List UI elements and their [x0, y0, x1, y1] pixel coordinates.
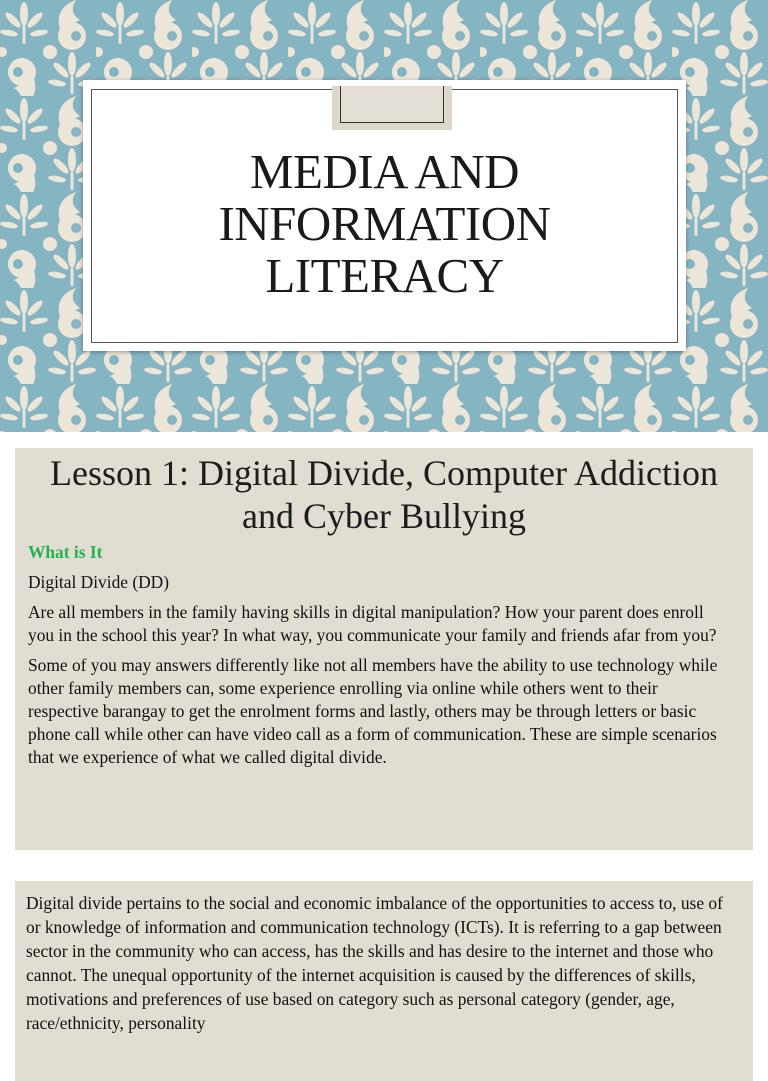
title-line: LITERACY: [265, 248, 504, 303]
title-line: INFORMATION: [218, 196, 551, 251]
paragraph: Digital divide pertains to the social and economic imbalance of the opportunities to access to, use of or knowledge of information and communication technology (ICTs). It is referring to a gap between sector in the community who can access, has the skills and has desire to the internet and those who cannot. The unequal opportunity of the internet acquisition is caused by the differences of skills, motivations and preferences of use based on category such as personal category (gender, age, race/ethnicity, personality: [26, 893, 723, 1033]
paragraph: Some of you may answers differently like not all members have the ability to use technology while other family members can, some experience enrolling via online while others went to their respective barangay to get the enrolment forms and lastly, others may be through letters or basic phone call while other can have video call as a form of communication. These are simple scenarios that we experience of what we called digital divide.: [28, 655, 718, 767]
title-card: [83, 80, 686, 351]
definition-slide: [15, 881, 753, 1081]
lesson-title-line: and Cyber Bullying: [242, 496, 526, 536]
section-heading: What is It: [28, 542, 103, 562]
title-slide: [0, 0, 768, 432]
title-frame: [91, 89, 678, 343]
lesson-slide: [15, 448, 753, 850]
paragraph: Are all members in the family having skills in digital manipulation? How your parent does enroll you in the school this year? In what way, you communicate your family and friends afar from you?: [28, 602, 717, 645]
definition-body: [26, 891, 729, 1035]
lesson-body: [28, 541, 729, 776]
presentation-title: [92, 146, 677, 302]
subheading: Digital Divide (DD): [28, 572, 170, 592]
lesson-title-line: Lesson 1: Digital Divide, Computer Addiction: [50, 453, 718, 493]
title-line: MEDIA AND: [249, 144, 520, 199]
lesson-title: [15, 452, 753, 538]
title-card-tab: [332, 86, 452, 130]
